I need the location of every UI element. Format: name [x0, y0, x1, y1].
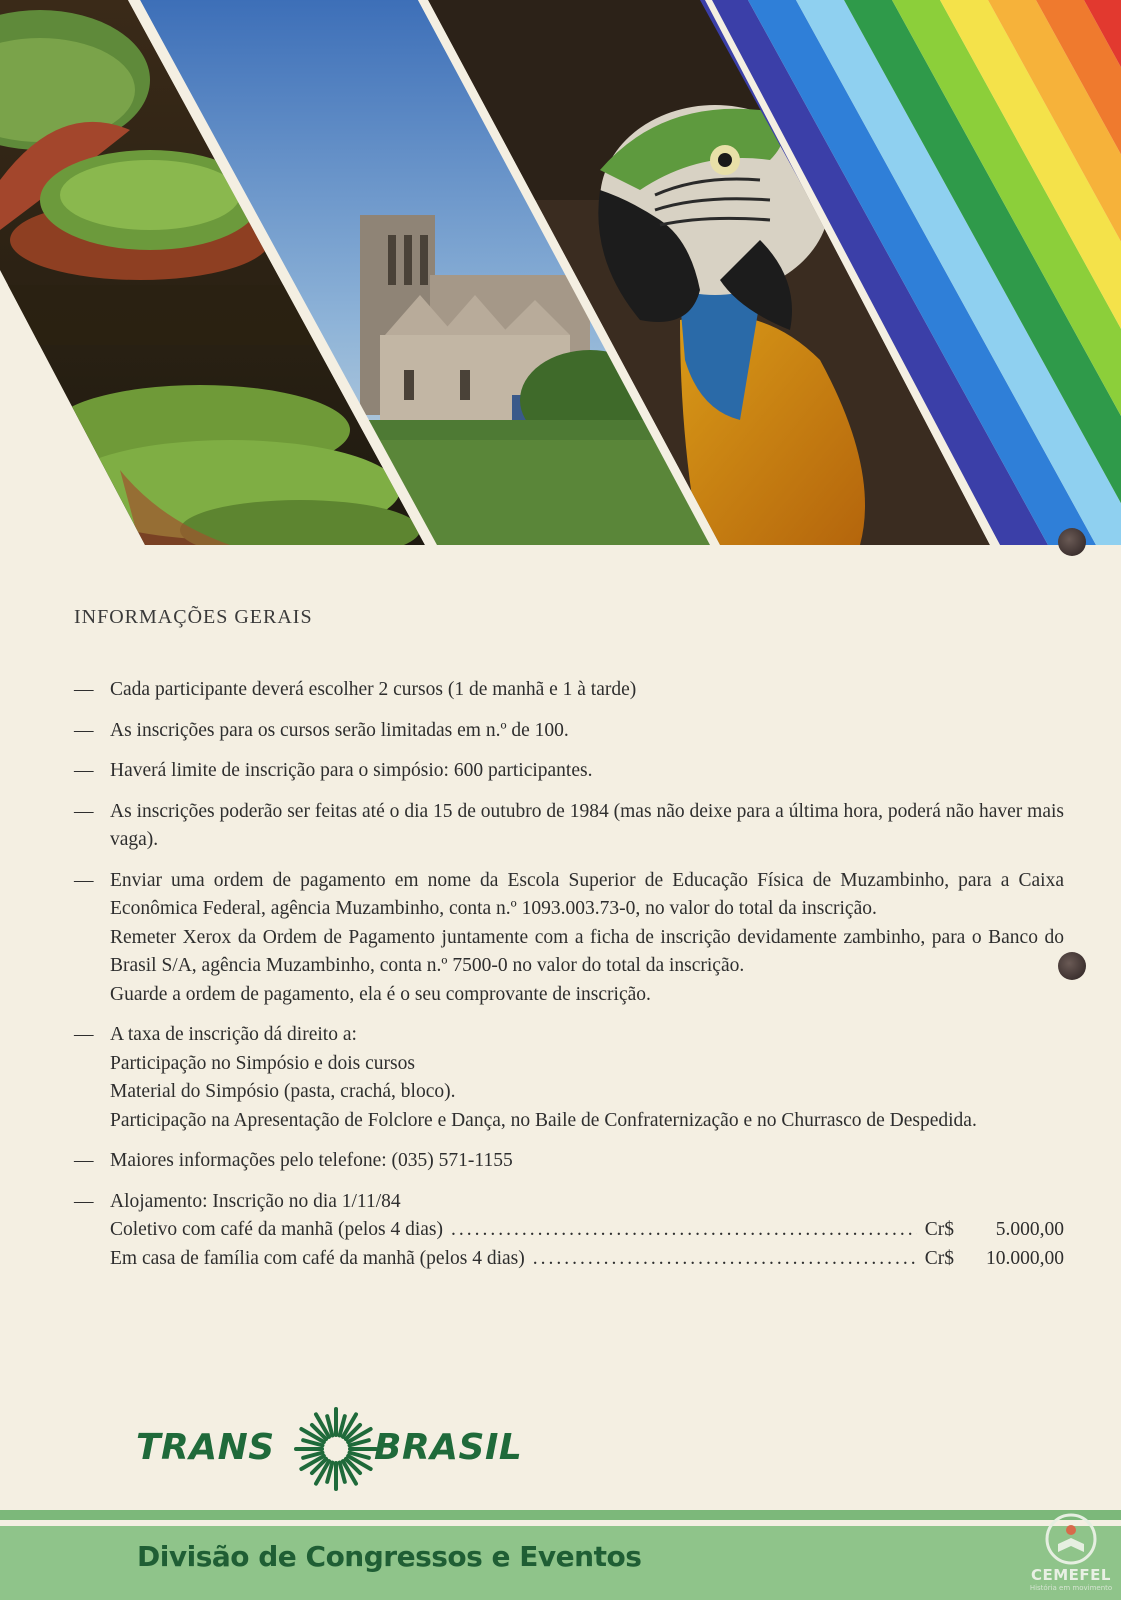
item-text: Cada participante deverá escolher 2 cursos (1 de manhã e 1 à tarde) [110, 679, 637, 700]
cemefel-watermark [1029, 1508, 1113, 1600]
list-item-phone [74, 1147, 1064, 1176]
watermark-name: CEMEFEL [1031, 1566, 1111, 1584]
item-text: Participação no Simpósio e dois cursos [110, 1052, 415, 1074]
item-text: A taxa de inscrição dá direito a: [110, 1024, 357, 1045]
watermark-tagline: História em movimento [1029, 1584, 1113, 1592]
item-text: As inscrições poderão ser feitas até o dia 15 de outubro de 1984 (mas não deixe para a última hora, poderá não haver mais vaga). [110, 800, 1064, 850]
item-text: Remeter Xerox da Ordem de Pagamento juntamente com a ficha de inscrição devidamente zambinho, para o Banco do Brasil S/A, agência Muzambinho, conta n.º 7500-0 no valor do total da inscrição. [110, 926, 1064, 976]
sun-burst-icon [294, 1407, 378, 1491]
list-item-limit-symposium [74, 757, 1064, 786]
item-text: Guarde a ordem de pagamento, ela é o seu comprovante de inscrição. [110, 983, 651, 1005]
hero-collage-art [0, 0, 1121, 545]
list-dash: — [74, 679, 94, 700]
transbrasil-logo [136, 1407, 556, 1497]
list-item-limit-courses [74, 717, 1064, 746]
item-text: As inscrições para os cursos serão limitadas em n.º de 100. [110, 719, 569, 741]
price-label: Coletivo com café da manhã (pelos 4 dias) [110, 1219, 444, 1240]
logo-word-trans: TRANS [136, 1427, 275, 1468]
price-currency: Cr$ [924, 1219, 954, 1240]
list-dash: — [74, 760, 94, 781]
list-item-fee-rights [74, 1021, 1064, 1135]
leader-dots [451, 1216, 917, 1245]
cemefel-emblem-icon [1044, 1512, 1098, 1566]
list-dash: — [74, 869, 94, 891]
price-row [110, 1245, 1064, 1274]
price-label: Em casa de família com café da manhã (pelos 4 dias) [110, 1247, 525, 1269]
leader-dots [533, 1245, 917, 1274]
item-text: Haverá limite de inscrição para o simpósio: 600 participantes. [110, 760, 593, 781]
lodging-title: Alojamento: Inscrição no dia 1/11/84 [110, 1190, 401, 1212]
list-dash: — [74, 1024, 94, 1045]
item-text: Participação na Apresentação de Folclore e Dança, no Baile de Confraternização e no Churrasco de Despedida. [110, 1109, 977, 1131]
price-row [110, 1216, 1064, 1245]
list-item-deadline [74, 798, 1064, 855]
footer-stripe [0, 1510, 1121, 1520]
price-amount: 10.000,00 [986, 1247, 1064, 1269]
footer-title: Divisão de Congressos e Eventos [137, 1540, 642, 1573]
punch-hole-top [1058, 528, 1086, 556]
hero-collage [0, 0, 1121, 545]
logo-word-brasil: BRASIL [374, 1427, 523, 1468]
list-dash: — [74, 719, 94, 741]
item-text: Maiores informações pelo telefone: (035) 571-1155 [110, 1150, 513, 1171]
list-item-payment [74, 867, 1064, 1010]
price-currency: Cr$ [924, 1247, 954, 1269]
list-dash: — [74, 1190, 94, 1212]
info-list [74, 676, 1064, 1285]
section-title: INFORMAÇÕES GERAIS [74, 606, 313, 628]
list-item-courses [74, 676, 1064, 705]
list-item-lodging [74, 1188, 1064, 1274]
list-dash: — [74, 800, 94, 822]
price-amount: 5.000,00 [995, 1219, 1064, 1240]
item-text: Enviar uma ordem de pagamento em nome da Escola Superior de Educação Física de Muzambinho, para a Caixa Econômica Federal, agência Muzambinho, conta n.º 1093.003.73-0, no valor do total da inscrição. [110, 869, 1064, 919]
list-dash: — [74, 1150, 94, 1171]
item-text: Material do Simpósio (pasta, crachá, bloco). [110, 1081, 456, 1102]
